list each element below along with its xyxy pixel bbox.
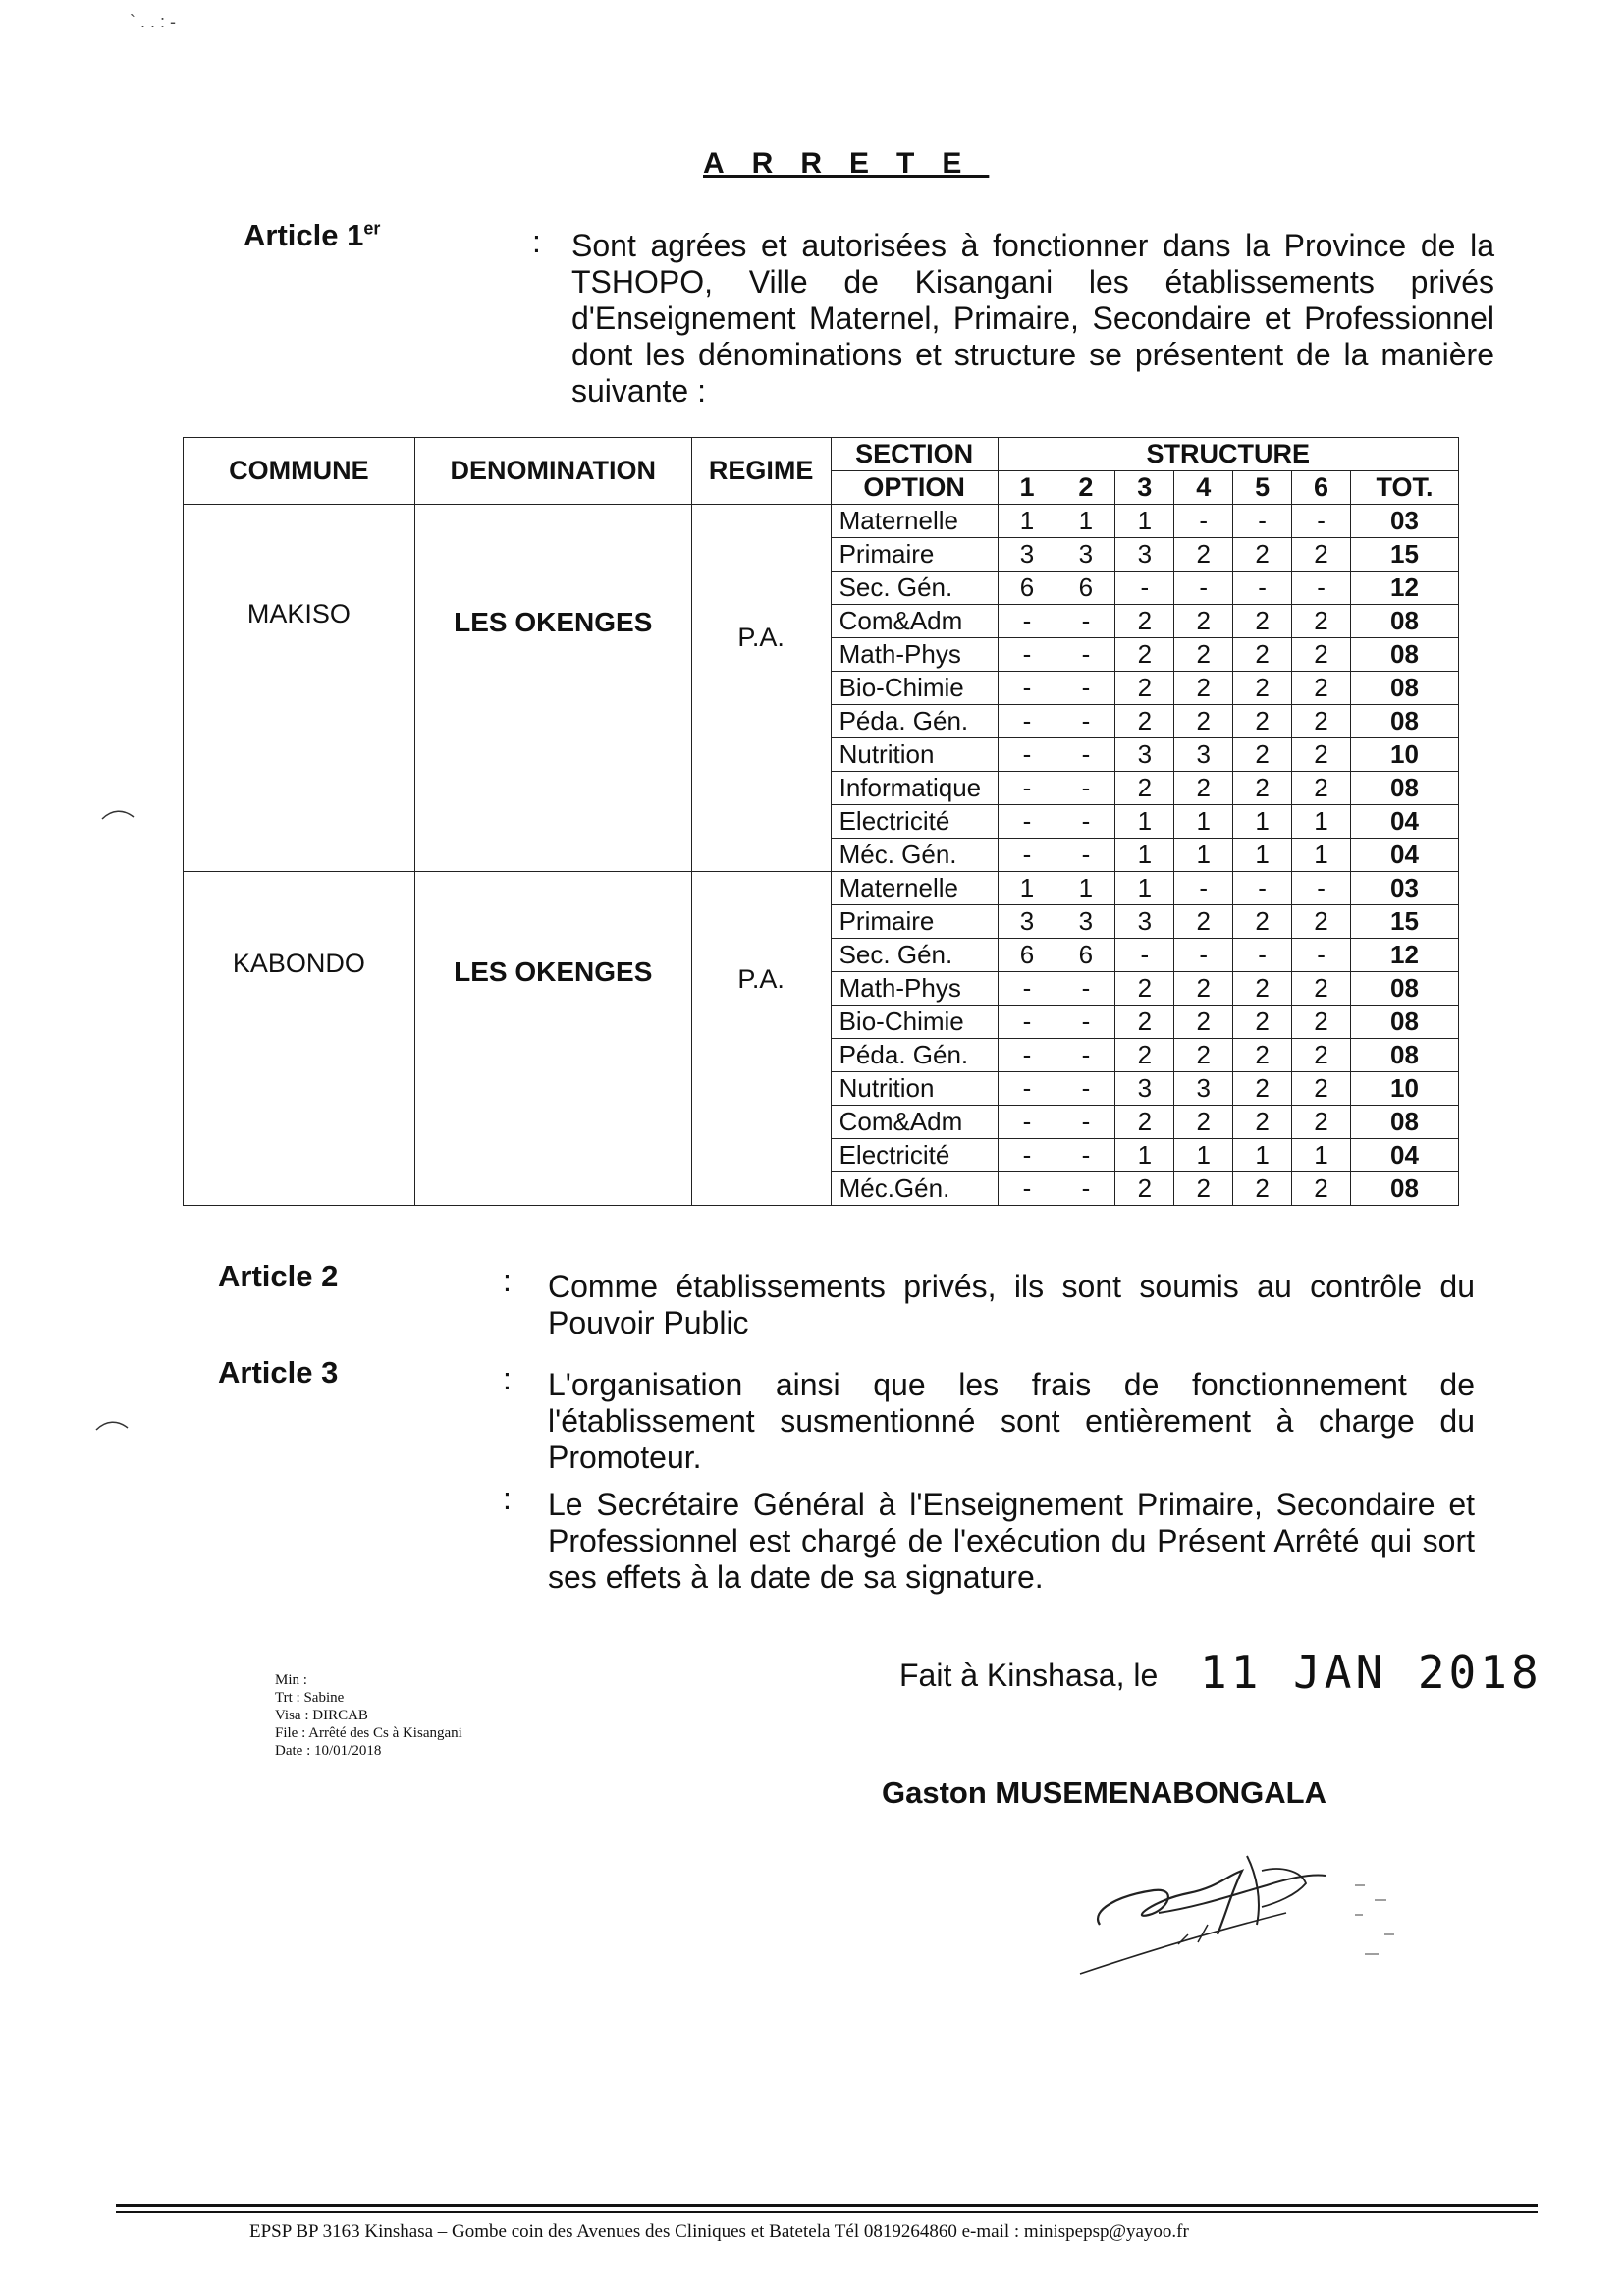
structure-cell: 2 <box>1174 772 1233 805</box>
article-3-text: L'organisation ainsi que les frais de fonctionnement de l'établissement susmentionné sont entièrement à charge du Promoteur. <box>548 1367 1475 1475</box>
header-col-4: 4 <box>1174 471 1233 505</box>
total-cell: 10 <box>1350 1072 1458 1106</box>
article-1-colon: : <box>532 224 541 259</box>
structure-cell: 2 <box>1115 672 1174 705</box>
option-cell: Primaire <box>831 538 998 572</box>
structure-cell: 2 <box>1115 972 1174 1006</box>
structure-cell: - <box>1115 572 1174 605</box>
structure-cell: 6 <box>1056 939 1115 972</box>
structure-cell: - <box>1056 638 1115 672</box>
option-cell: Primaire <box>831 905 998 939</box>
margin-mark-1 <box>98 805 137 825</box>
structure-cell: 2 <box>1292 738 1351 772</box>
table-header-row-1 <box>184 438 1459 471</box>
handwritten-signature <box>1060 1817 1434 1984</box>
option-cell: Méc. Gén. <box>831 839 998 872</box>
structure-cell: 1 <box>998 872 1056 905</box>
structure-cell: - <box>1174 939 1233 972</box>
option-cell: Electricité <box>831 1139 998 1172</box>
structure-cell: 2 <box>1292 1039 1351 1072</box>
header-commune: COMMUNE <box>184 438 415 505</box>
structure-cell: 1 <box>1174 805 1233 839</box>
option-cell: Sec. Gén. <box>831 939 998 972</box>
structure-cell: - <box>1056 1139 1115 1172</box>
structure-cell: - <box>998 1006 1056 1039</box>
structure-cell: - <box>998 605 1056 638</box>
structure-cell: - <box>1056 772 1115 805</box>
reference-block <box>275 1671 462 1760</box>
header-col-5: 5 <box>1233 471 1292 505</box>
structure-table <box>183 437 1459 1206</box>
structure-cell: 1 <box>1292 1139 1351 1172</box>
structure-cell: - <box>1056 1172 1115 1206</box>
structure-cell: 2 <box>1292 1072 1351 1106</box>
total-cell: 08 <box>1350 1172 1458 1206</box>
structure-cell: 2 <box>1174 1006 1233 1039</box>
structure-cell: 3 <box>998 905 1056 939</box>
structure-cell: 1 <box>1174 839 1233 872</box>
structure-cell: 2 <box>1292 705 1351 738</box>
structure-cell: 2 <box>1292 1006 1351 1039</box>
structure-cell: 3 <box>1174 1072 1233 1106</box>
structure-cell: - <box>998 738 1056 772</box>
structure-cell: 2 <box>1174 1106 1233 1139</box>
structure-cell: - <box>1056 805 1115 839</box>
option-cell: Péda. Gén. <box>831 1039 998 1072</box>
header-col-1: 1 <box>998 471 1056 505</box>
denomination-cell: LES OKENGES <box>414 872 691 1206</box>
total-cell: 04 <box>1350 1139 1458 1172</box>
footer-rule-thin <box>116 2211 1538 2213</box>
structure-cell: 1 <box>1174 1139 1233 1172</box>
structure-cell: - <box>1056 1006 1115 1039</box>
article-3-colon: : <box>503 1361 512 1396</box>
structure-cell: 1 <box>1115 872 1174 905</box>
header-structure: STRUCTURE <box>998 438 1458 471</box>
total-cell: 08 <box>1350 1006 1458 1039</box>
header-col-total: TOT. <box>1350 471 1458 505</box>
structure-cell: 2 <box>1233 538 1292 572</box>
option-cell: Com&Adm <box>831 1106 998 1139</box>
structure-cell: - <box>1174 572 1233 605</box>
header-col-6: 6 <box>1292 471 1351 505</box>
total-cell: 15 <box>1350 538 1458 572</box>
structure-cell: 2 <box>1115 638 1174 672</box>
signer-name: Gaston MUSEMENABONGALA <box>882 1775 1326 1810</box>
structure-cell: 1 <box>1115 1139 1174 1172</box>
option-cell: Informatique <box>831 772 998 805</box>
option-cell: Bio-Chimie <box>831 672 998 705</box>
structure-cell: - <box>1292 572 1351 605</box>
option-cell: Math-Phys <box>831 972 998 1006</box>
total-cell: 10 <box>1350 738 1458 772</box>
option-cell: Bio-Chimie <box>831 1006 998 1039</box>
article-2-colon: : <box>503 1263 512 1298</box>
structure-cell: - <box>1056 972 1115 1006</box>
place-line: Fait à Kinshasa, le <box>899 1658 1159 1693</box>
structure-cell: - <box>998 1072 1056 1106</box>
option-cell: Nutrition <box>831 1072 998 1106</box>
structure-cell: 2 <box>1115 1006 1174 1039</box>
option-cell: Péda. Gén. <box>831 705 998 738</box>
structure-cell: 2 <box>1292 772 1351 805</box>
structure-cell: 3 <box>1115 738 1174 772</box>
date-stamp: 11 JAN 2018 <box>1200 1646 1543 1699</box>
option-cell: Maternelle <box>831 505 998 538</box>
structure-cell: 2 <box>1233 772 1292 805</box>
header-denomination: DENOMINATION <box>414 438 691 505</box>
option-cell: Com&Adm <box>831 605 998 638</box>
structure-cell: 3 <box>1056 905 1115 939</box>
structure-cell: - <box>1056 839 1115 872</box>
structure-cell: - <box>1174 872 1233 905</box>
header-option: OPTION <box>831 471 998 505</box>
structure-cell: 3 <box>1056 538 1115 572</box>
structure-cell: 2 <box>1174 972 1233 1006</box>
ref-line-date: Date : 10/01/2018 <box>275 1743 382 1759</box>
structure-cell: 2 <box>1292 538 1351 572</box>
structure-cell: - <box>1056 1072 1115 1106</box>
total-cell: 08 <box>1350 605 1458 638</box>
structure-cell: 3 <box>1115 1072 1174 1106</box>
structure-cell: 2 <box>1174 905 1233 939</box>
structure-cell: 2 <box>1174 1039 1233 1072</box>
table-row <box>184 872 1459 905</box>
article-2-text: Comme établissements privés, ils sont soumis au contrôle du Pouvoir Public <box>548 1269 1475 1340</box>
structure-cell: 3 <box>998 538 1056 572</box>
total-cell: 03 <box>1350 505 1458 538</box>
total-cell: 08 <box>1350 1106 1458 1139</box>
structure-cell: - <box>1056 672 1115 705</box>
document-title: ARRETE <box>703 147 990 180</box>
header-col-3: 3 <box>1115 471 1174 505</box>
structure-cell: 2 <box>1292 1106 1351 1139</box>
structure-cell: 1 <box>1115 505 1174 538</box>
structure-cell: - <box>1292 505 1351 538</box>
structure-cell: 1 <box>1056 872 1115 905</box>
structure-cell: - <box>1292 872 1351 905</box>
structure-cell: 2 <box>1233 972 1292 1006</box>
denomination-cell: LES OKENGES <box>414 505 691 872</box>
article-2-label: Article 2 <box>218 1259 339 1293</box>
ref-line-file: File : Arrêté des Cs à Kisangani <box>275 1725 462 1741</box>
total-cell: 04 <box>1350 805 1458 839</box>
footer-address: EPSP BP 3163 Kinshasa – Gombe coin des Avenues des Cliniques et Batetela Tél 0819264860 e-mail : minispepsp@yayoo.fr <box>249 2221 1189 2242</box>
table-body <box>184 505 1459 1206</box>
structure-cell: - <box>998 638 1056 672</box>
option-cell: Maternelle <box>831 872 998 905</box>
total-cell: 08 <box>1350 672 1458 705</box>
total-cell: 12 <box>1350 939 1458 972</box>
article-1-text: Sont agrées et autorisées à fonctionner dans la Province de la TSHOPO, Ville de Kisangani les établissements privés d'Enseignement Maternel, Primaire, Secondaire et Professionnel dont les dénominations et structure se présentent de la manière suivante : <box>571 228 1494 408</box>
structure-cell: 1 <box>1115 839 1174 872</box>
total-cell: 08 <box>1350 705 1458 738</box>
header-regime: REGIME <box>691 438 831 505</box>
structure-cell: 3 <box>1115 538 1174 572</box>
structure-cell: 6 <box>998 572 1056 605</box>
structure-cell: 2 <box>1233 705 1292 738</box>
option-cell: Nutrition <box>831 738 998 772</box>
structure-cell: 2 <box>1233 905 1292 939</box>
total-cell: 08 <box>1350 1039 1458 1072</box>
structure-cell: - <box>998 1172 1056 1206</box>
structure-cell: 3 <box>1174 738 1233 772</box>
ref-line-trt: Trt : Sabine <box>275 1690 345 1706</box>
structure-cell: 2 <box>1174 538 1233 572</box>
header-col-2: 2 <box>1056 471 1115 505</box>
structure-cell: 2 <box>1174 672 1233 705</box>
regime-cell: P.A. <box>691 872 831 1206</box>
margin-mark-2 <box>92 1416 132 1436</box>
structure-cell: - <box>1233 505 1292 538</box>
structure-cell: 2 <box>1174 605 1233 638</box>
structure-cell: 2 <box>1115 1106 1174 1139</box>
header-section: SECTION <box>831 438 998 471</box>
total-cell: 04 <box>1350 839 1458 872</box>
structure-cell: 2 <box>1292 605 1351 638</box>
footer-rule-thick <box>116 2204 1538 2207</box>
structure-cell: 2 <box>1233 1172 1292 1206</box>
structure-cell: - <box>998 839 1056 872</box>
structure-cell: 2 <box>1174 705 1233 738</box>
structure-cell: 2 <box>1233 672 1292 705</box>
article-1-sup: er <box>363 218 381 239</box>
structure-cell: 6 <box>1056 572 1115 605</box>
scan-marks: ` . . : - <box>130 12 176 31</box>
structure-cell: - <box>1233 872 1292 905</box>
option-cell: Electricité <box>831 805 998 839</box>
structure-cell: - <box>998 972 1056 1006</box>
structure-cell: - <box>998 1106 1056 1139</box>
structure-cell: 2 <box>1115 1172 1174 1206</box>
total-cell: 08 <box>1350 972 1458 1006</box>
structure-cell: 6 <box>998 939 1056 972</box>
structure-cell: 2 <box>1115 705 1174 738</box>
structure-cell: 1 <box>1056 505 1115 538</box>
total-cell: 15 <box>1350 905 1458 939</box>
ref-line-visa: Visa : DIRCAB <box>275 1708 368 1723</box>
structure-cell: 2 <box>1233 605 1292 638</box>
structure-cell: 2 <box>1233 638 1292 672</box>
structure-cell: 2 <box>1233 1106 1292 1139</box>
structure-cell: 2 <box>1115 1039 1174 1072</box>
structure-cell: 2 <box>1292 672 1351 705</box>
article-3-label: Article 3 <box>218 1355 339 1389</box>
structure-cell: 1 <box>1233 839 1292 872</box>
structure-cell: - <box>1233 572 1292 605</box>
structure-cell: 2 <box>1233 1039 1292 1072</box>
structure-cell: 2 <box>1233 1006 1292 1039</box>
structure-cell: 1 <box>1292 839 1351 872</box>
structure-cell: - <box>998 772 1056 805</box>
structure-cell: 1 <box>1233 1139 1292 1172</box>
total-cell: 08 <box>1350 772 1458 805</box>
structure-cell: - <box>998 1139 1056 1172</box>
structure-cell: - <box>1174 505 1233 538</box>
structure-cell: 2 <box>1292 972 1351 1006</box>
structure-cell: 1 <box>998 505 1056 538</box>
ref-line-min: Min : <box>275 1672 307 1688</box>
total-cell: 03 <box>1350 872 1458 905</box>
structure-cell: 2 <box>1292 905 1351 939</box>
article-1-label-text: Article 1 <box>244 218 364 252</box>
commune-cell: MAKISO <box>184 505 415 872</box>
table-row <box>184 505 1459 538</box>
total-cell: 12 <box>1350 572 1458 605</box>
structure-cell: 1 <box>1115 805 1174 839</box>
structure-cell: - <box>1056 1106 1115 1139</box>
structure-cell: - <box>998 1039 1056 1072</box>
article-4-colon: : <box>503 1481 512 1516</box>
structure-cell: 3 <box>1115 905 1174 939</box>
structure-cell: 1 <box>1292 805 1351 839</box>
commune-cell: KABONDO <box>184 872 415 1206</box>
structure-cell: 2 <box>1292 1172 1351 1206</box>
structure-cell: - <box>998 672 1056 705</box>
structure-cell: 2 <box>1174 1172 1233 1206</box>
structure-cell: 2 <box>1292 638 1351 672</box>
structure-cell: 2 <box>1233 1072 1292 1106</box>
structure-cell: - <box>1233 939 1292 972</box>
structure-cell: - <box>1115 939 1174 972</box>
structure-cell: - <box>998 705 1056 738</box>
structure-cell: 2 <box>1115 605 1174 638</box>
structure-cell: - <box>1056 705 1115 738</box>
option-cell: Math-Phys <box>831 638 998 672</box>
structure-cell: - <box>1056 1039 1115 1072</box>
article-1-label <box>244 218 380 253</box>
structure-cell: - <box>1292 939 1351 972</box>
structure-cell: 2 <box>1115 772 1174 805</box>
structure-cell: - <box>1056 738 1115 772</box>
structure-cell: 2 <box>1233 738 1292 772</box>
structure-cell: 1 <box>1233 805 1292 839</box>
regime-cell: P.A. <box>691 505 831 872</box>
total-cell: 08 <box>1350 638 1458 672</box>
option-cell: Méc.Gén. <box>831 1172 998 1206</box>
structure-cell: 2 <box>1174 638 1233 672</box>
article-4-text: Le Secrétaire Général à l'Enseignement Primaire, Secondaire et Professionnel est chargé de l'exécution du Présent Arrêté qui sort ses effets à la date de sa signature. <box>548 1487 1475 1595</box>
structure-cell: - <box>1056 605 1115 638</box>
option-cell: Sec. Gén. <box>831 572 998 605</box>
structure-cell: - <box>998 805 1056 839</box>
